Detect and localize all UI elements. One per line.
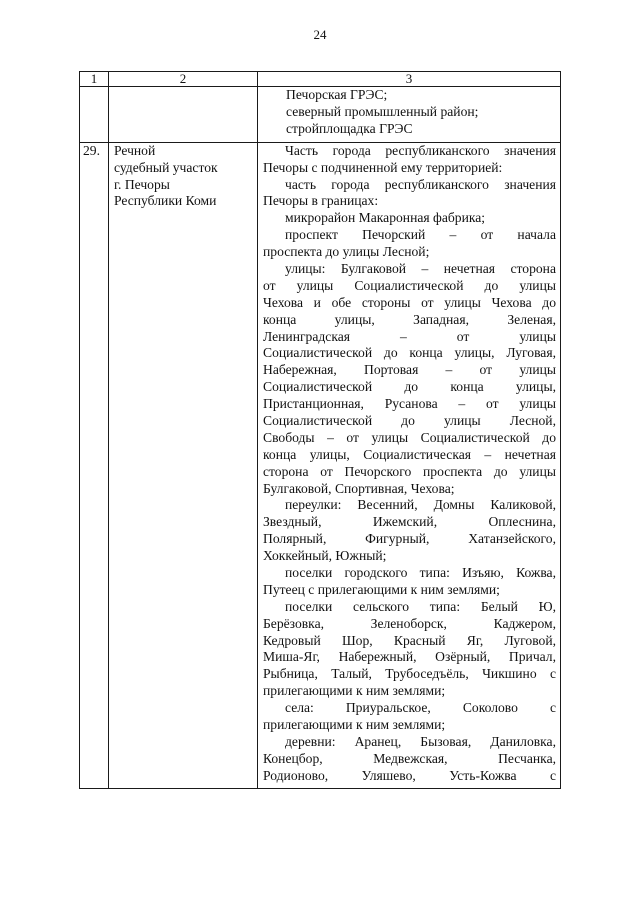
territory-text-line: Печоры с подчиненной ему территорией: bbox=[263, 159, 503, 175]
court-district-name-line: Речной bbox=[114, 142, 156, 158]
territory-text-line: поселки городского типа: Изъяю, Кожва, bbox=[285, 564, 556, 580]
territory-text-line: Миша-Яг, Набережный, Озёрный, Причал, bbox=[263, 649, 556, 665]
territory-text-line: стройплощадка ГРЭС bbox=[286, 120, 413, 136]
territory-text-line: Набережная, Портовая – от улицы bbox=[263, 362, 556, 378]
territory-text-line: переулки: Весенний, Домны Каликовой, bbox=[285, 497, 556, 513]
header-col-3: 3 bbox=[258, 72, 561, 87]
territory-text-line: проспект Печорский – от начала bbox=[285, 227, 556, 243]
court-district-name-line: судебный участок bbox=[114, 159, 218, 175]
territory-text-line: прилегающими к ним землями; bbox=[263, 717, 446, 732]
territory-text-line: северный промышленный район; bbox=[286, 103, 479, 119]
territory-text-line: Пристанционная, Русанова – от улицы bbox=[263, 396, 556, 412]
territory-text-line: Берёзовка, Зеленоборск, Каджером, bbox=[263, 615, 556, 631]
territory-text-line: Звездный, Ижемский, Оплеснина, bbox=[263, 514, 556, 530]
row-number-cell: 29. bbox=[80, 142, 109, 788]
territory-text-line: Булгаковой, Спортивная, Чехова; bbox=[263, 480, 455, 496]
row-number-cell bbox=[80, 87, 109, 143]
territory-text-line: от улицы Социалистической до улицы bbox=[263, 277, 556, 293]
territory-text-line: конца улицы, Социалистическая – нечетная bbox=[263, 446, 556, 462]
territory-text-cell bbox=[258, 142, 561, 788]
district-table bbox=[79, 71, 561, 789]
territory-text-line: Печорская ГРЭС; bbox=[286, 87, 388, 102]
court-district-name-cell bbox=[109, 142, 258, 788]
territory-text-line: сторона от Печорского проспекта до улицы bbox=[263, 463, 556, 479]
territory-text-line: Ленинградская – от улицы bbox=[263, 328, 556, 344]
page-number: 24 bbox=[313, 27, 327, 42]
territory-text-line: Печоры в границах: bbox=[263, 193, 379, 209]
table-row-29 bbox=[80, 142, 561, 788]
territory-text-line: деревни: Аранец, Бызовая, Даниловка, bbox=[285, 733, 556, 749]
territory-text-line: конца улицы, Западная, Зеленая, bbox=[263, 311, 556, 327]
territory-text-line: Рыбница, Талый, Трубоседъёль, Чикшино с bbox=[263, 666, 556, 682]
territory-text-line: Чехова и обе стороны от улицы Чехова до bbox=[263, 294, 556, 310]
header-col-2: 2 bbox=[109, 72, 258, 87]
territory-text-line: Кедровый Шор, Красный Яг, Луговой, bbox=[263, 632, 556, 648]
territory-text-line: Часть города республиканского значения bbox=[285, 142, 556, 158]
territory-text-line: часть города республиканского значения bbox=[285, 176, 556, 192]
territory-text-line: села: Приуральское, Соколово с bbox=[285, 700, 556, 716]
territory-text-line: Социалистической до конца улицы, Луговая, bbox=[263, 345, 556, 361]
court-district-name-line: г. Печоры bbox=[114, 176, 170, 192]
territory-text-line: Свободы – от улицы Социалистической до bbox=[263, 429, 556, 445]
territory-text-line: микрорайон Макаронная фабрика; bbox=[285, 210, 486, 226]
territory-text-line: Родионово, Уляшево, Усть-Кожва с bbox=[263, 767, 556, 783]
territory-text-line: поселки сельского типа: Белый Ю, bbox=[285, 598, 556, 614]
table-row-continuation bbox=[80, 87, 561, 143]
territory-text-line: улицы: Булгаковой – нечетная сторона bbox=[285, 260, 556, 276]
header-col-1: 1 bbox=[80, 72, 109, 87]
court-district-name-line: Республики Коми bbox=[114, 193, 217, 209]
territory-text-line: проспекта до улицы Лесной; bbox=[263, 244, 430, 260]
territory-text-line: Социалистической до улицы Лесной, bbox=[263, 412, 556, 428]
territory-text-line: Полярный, Фигурный, Хатанзейского, bbox=[263, 531, 556, 547]
territory-text-line: Конецбор, Медвежская, Песчанка, bbox=[263, 750, 556, 766]
row-name-cell bbox=[109, 87, 258, 143]
territory-text-line: Путеец с прилегающими к ним землями; bbox=[263, 581, 500, 597]
territory-text-line: прилегающими к ним землями; bbox=[263, 683, 446, 699]
territory-text-line: Социалистической до конца улицы, bbox=[263, 379, 556, 395]
territory-text-line: Хоккейный, Южный; bbox=[263, 548, 387, 564]
table-header-row bbox=[80, 72, 561, 87]
territory-text-cell bbox=[258, 87, 561, 143]
